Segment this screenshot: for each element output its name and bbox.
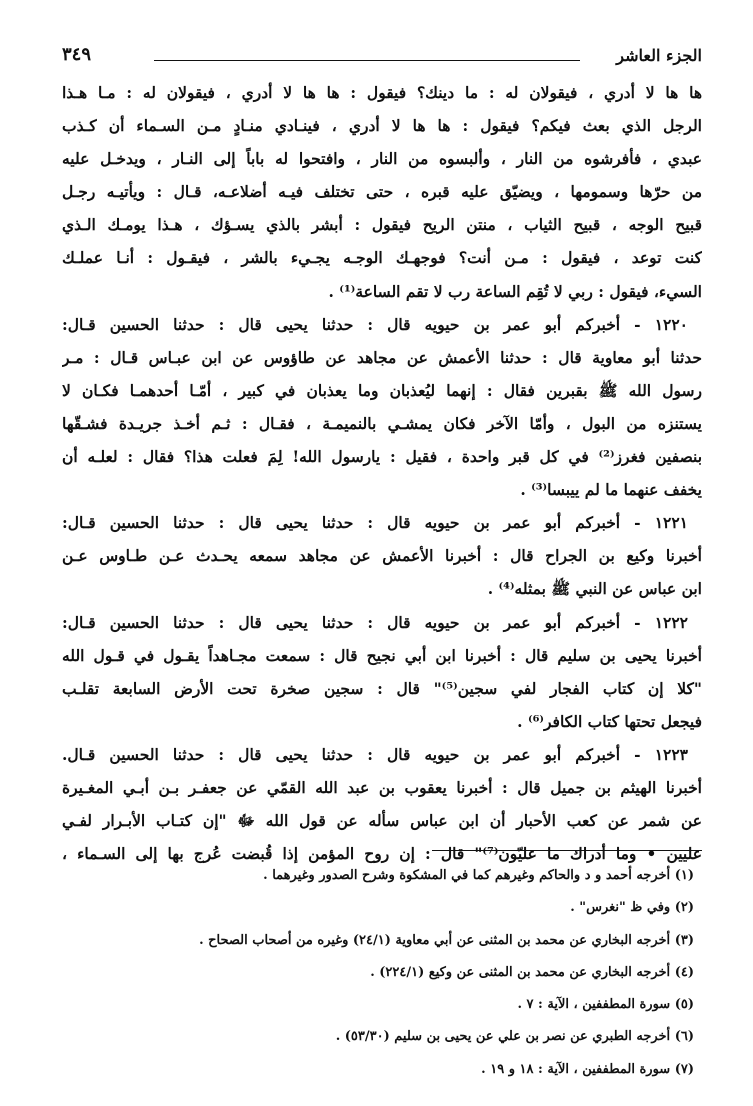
text-line: الرجل الذي بعث فيكم؟ فيقول : ها ها لا أدري ، فينـادي منـادٍ مـن السـماء أن كـذب [62, 116, 702, 136]
hadith-1220-heading: ١٢٢٠ - أخبركم أبو عمر بن حيويه قال : حدثنا يحيى قال : حدثنا الحسين قـال: [62, 314, 688, 334]
running-header-title: الجزء العاشر [616, 46, 702, 65]
text-line: قبيح الوجه ، قبيح الثياب ، منتن الريح فيقول : أبشر بالذي يسـؤك ، هـذا يومـك الـذي [62, 215, 702, 235]
main-text [62, 76, 702, 870]
text-line: ابن عباس عن النبي ﷺ بمثله⁽⁴⁾ . [487, 579, 702, 599]
text-line: أخبرنا يحيى بن سليم قال : أخبرنا ابن أبي نجيح قال : سمعت مجـاهداً يقـول في قـول الله [62, 645, 702, 665]
text-line: عن شمر عن كعب الأحبار أن ابن عباس سأله عن قول الله ﷻ "إن كتـاب الأبـرار لفـي [62, 811, 702, 831]
header-rule [154, 60, 580, 61]
footnote-4: (٤) أخرجه البخاري عن محمد بن المثنى عن وكيع (٢٢٤/١) . [370, 964, 694, 980]
text-line: أخبرنا وكيع بن الجراح قال : أخبرنا الأعمش عن مجاهد سمعه يحـدث عـن طـاوس عـن [62, 546, 702, 566]
text-line: عليين • وما أدراك ما عليّون⁽⁷⁾" قال : إن روح المؤمن إذا قُبضت عُرج بها إلى السـماء ، [62, 844, 702, 864]
text-line: فيجعل تحتها كتاب الكافر⁽⁶⁾ . [517, 711, 702, 731]
text-line: حدثنا أبو معاوية قال : حدثنا الأعمش عن مجاهد عن طاؤوس عن ابن عبـاس قـال : مـر [62, 347, 702, 367]
text-line: ها ها لا أدري ، فيقولان له : ما دينك؟ فيقول : ها ها لا أدري ، فيقولان له : مـا هـذا [62, 83, 702, 102]
text-line: "كلا إن كتاب الفجار لفي سجين⁽⁵⁾" قال : سجين صخرة تحت الأرض السابعة تقلـب [62, 678, 702, 698]
hadith-1223-heading: ١٢٢٣ - أخبركم أبو عمر بن حيويه قال : حدثنا يحيى قال : حدثنا الحسين قـال. [62, 744, 688, 764]
text-line: من حرّها وسمومها ، ويضيّق عليه قبره ، حتى تختلف فيـه أضلاعـه، قـال : ويأتيـه رجـل [62, 182, 702, 202]
text-line: بنصفين فغرز⁽²⁾ في كل قبر واحدة ، فقيل : يارسول الله! لِمَ فعلت هذا؟ فقال : لعلـه أن [62, 447, 702, 467]
footnote-3: (٣) أخرجه البخاري عن محمد بن المثنى عن أبي معاوية (٢٤/١) وغيره من أصحاب الصحاح . [199, 932, 694, 948]
footnote-5: (٥) سورة المطففين ، الآية : ٧ . [517, 997, 694, 1013]
footnote-6: (٦) أخرجه الطبري عن نصر بن علي عن يحيى بن سليم (٥٣/٣٠) . [335, 1029, 694, 1045]
text-line: عبدي ، فأفرشوه من النار ، وألبسوه من النار ، وافتحوا له باباً إلى النـار ، ويدخـل عليه [62, 149, 702, 169]
text-line: أخبرنا الهيثم بن جميل قال : أخبرنا يعقوب بن عبد الله القمّي عن جعفـر بـن أبـي المغـيرة [62, 777, 702, 797]
text-line: يستنزه من البول ، وأمّا الآخر فكان يمشـي بالنميمـة ، فقـال : ثـم أخـذ جريـدة فشـقّها [62, 413, 702, 433]
page-number: ٣٤٩ [62, 44, 92, 65]
text-line: كنت توعد ، فيقول : مـن أنت؟ فوجهـك الوجـه يجـيء بالشر ، فيقـول : أنـا عملـك [62, 248, 702, 268]
running-header [62, 42, 702, 72]
hadith-1221-heading: ١٢٢١ - أخبركم أبو عمر بن حيويه قال : حدثنا يحيى قال : حدثنا الحسين قـال: [62, 513, 688, 533]
footnote-2: (٢) وفي ظ "نغرس" . [570, 900, 694, 916]
footnote-7: (٧) سورة المطففين ، الآية : ١٨ و ١٩ . [481, 1061, 694, 1077]
footnote-1: (١) أخرجه أحمد و د والحاكم وغيرهم كما في المشكوة وشرح الصدور وغيرهما . [263, 868, 694, 883]
text-line: يخفف عنهما ما لم ييبسا⁽³⁾ . [520, 480, 702, 500]
text-line: رسول الله ﷺ بقبرين فقال : إنهما ليُعذبان وما يعذبان في كبير ، أمّـا أحدهمـا فكـان لا [62, 380, 702, 400]
hadith-1222-heading: ١٢٢٢ - أخبركم أبو عمر بن حيويه قال : حدثنا يحيى قال : حدثنا الحسين قـال: [62, 612, 688, 632]
text-line: السيء، فيقول : ربي لا تُقِم الساعة رب لا تقم الساعة⁽¹⁾ . [328, 281, 702, 301]
footnotes [62, 860, 702, 1086]
footnote-divider [432, 850, 702, 851]
